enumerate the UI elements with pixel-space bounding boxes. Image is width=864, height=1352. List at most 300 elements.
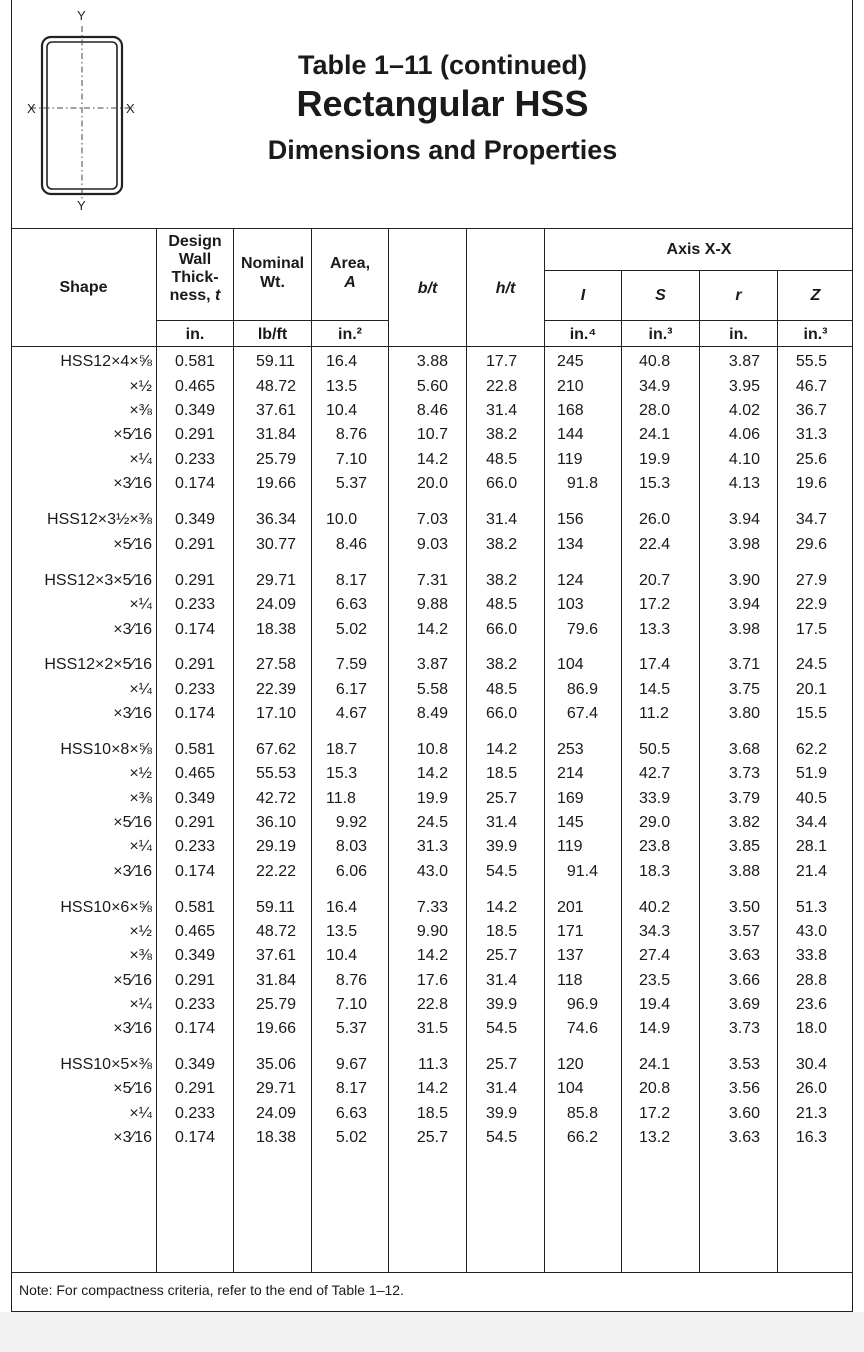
cell-I: 245 [557,353,584,370]
cell-S: 13.2 [639,1129,671,1146]
cell-shape: ×5⁄16 [113,426,152,443]
unit-t: in. [185,326,205,343]
cell-t: 0.291 [175,814,216,831]
table-top-border [11,228,853,229]
cell-A: 9.92 [335,814,367,831]
table-note: Note: For compactness criteria, refer to the end of Table 1–12. [19,1282,404,1298]
cell-wt: 19.66 [256,475,297,492]
cell-r: 3.75 [728,681,760,698]
cell-ht: 66.0 [486,705,518,722]
cell-ht: 31.4 [486,1080,518,1097]
cell-bt: 9.88 [416,596,448,613]
unit-Z: in.³ [803,326,828,343]
cell-Z: 22.9 [795,596,827,613]
cell-I: 86.9 [566,681,598,698]
cell-wt: 55.53 [256,765,297,782]
col-header-ht: h/t [495,280,516,297]
cell-I: 104 [557,1080,584,1097]
cell-Z: 62.2 [795,741,827,758]
cell-A: 5.02 [335,621,367,638]
cell-wt: 35.06 [256,1056,297,1073]
cell-S: 33.9 [639,790,671,807]
col-divider [311,228,312,1272]
cell-bt: 9.90 [416,923,448,940]
cell-S: 20.8 [639,1080,671,1097]
cell-Z: 19.6 [795,475,827,492]
cell-S: 34.9 [639,378,671,395]
cell-bt: 14.2 [416,765,448,782]
cell-r: 3.85 [728,838,760,855]
cell-S: 11.2 [639,705,669,722]
cell-Z: 16.3 [795,1129,827,1146]
cell-wt: 48.72 [256,923,297,940]
cell-bt: 7.33 [416,899,448,916]
cell-wt: 24.09 [256,596,297,613]
col-divider [699,271,700,1272]
col-header-area: Area, A [329,255,371,291]
cell-A: 6.06 [335,863,367,880]
cell-S: 29.0 [639,814,671,831]
cell-wt: 36.34 [256,511,297,528]
cell-ht: 31.4 [486,402,518,419]
cell-I: 156 [557,511,584,528]
cell-ht: 25.7 [486,790,518,807]
cell-S: 28.0 [639,402,671,419]
cell-A: 8.17 [335,572,367,589]
units-divider [156,320,388,321]
cell-wt: 31.84 [256,972,297,989]
cell-t: 0.291 [175,972,216,989]
cell-A: 16.4 [326,899,358,916]
cell-A: 10.4 [326,402,358,419]
cell-t: 0.349 [175,790,216,807]
table-subtitle: Dimensions and Properties [267,135,618,165]
cell-A: 13.5 [326,923,358,940]
cell-Z: 15.5 [795,705,827,722]
unit-r: in. [729,326,748,343]
cell-Z: 27.9 [795,572,827,589]
cell-S: 42.7 [639,765,671,782]
cell-r: 3.53 [728,1056,760,1073]
cell-ht: 38.2 [486,426,518,443]
cell-bt: 7.31 [416,572,448,589]
cell-t: 0.233 [175,1105,216,1122]
cell-wt: 29.71 [256,1080,297,1097]
cell-ht: 25.7 [486,947,518,964]
cell-ht: 17.7 [486,353,518,370]
cell-wt: 31.84 [256,426,297,443]
cell-ht: 39.9 [486,1105,518,1122]
cell-bt: 19.9 [416,790,448,807]
cell-r: 3.98 [728,621,760,638]
cell-S: 17.2 [639,1105,671,1122]
cell-r: 3.73 [728,765,760,782]
cell-wt: 18.38 [256,1129,297,1146]
cell-t: 0.291 [175,1080,216,1097]
cell-t: 0.349 [175,511,216,528]
cell-I: 169 [557,790,584,807]
cell-t: 0.465 [175,923,216,940]
cell-ht: 38.2 [486,656,518,673]
x-axis-right-label: X [126,101,135,116]
table-title: Rectangular HSS [296,83,589,124]
cell-t: 0.291 [175,656,216,673]
cell-A: 8.17 [335,1080,367,1097]
cell-S: 19.4 [639,996,671,1013]
cell-wt: 24.09 [256,1105,297,1122]
cell-Z: 51.3 [795,899,827,916]
cell-Z: 31.3 [795,426,827,443]
col-divider [156,228,157,1272]
cell-Z: 33.8 [795,947,827,964]
cell-I: 66.2 [566,1129,598,1146]
cell-A: 15.3 [326,765,358,782]
cell-t: 0.291 [175,572,216,589]
col-header-r: r [735,287,742,304]
cell-ht: 38.2 [486,572,518,589]
cell-Z: 34.7 [795,511,827,528]
cell-bt: 8.49 [416,705,448,722]
cell-S: 17.4 [639,656,671,673]
table-title-block [210,48,675,168]
col-divider [388,228,389,1272]
axis-group-divider [544,270,853,271]
cell-r: 3.73 [728,1020,760,1037]
cell-ht: 14.2 [486,899,518,916]
cell-r: 3.87 [728,353,760,370]
cell-Z: 26.0 [795,1080,827,1097]
col-header-shape: Shape [59,279,108,296]
col-divider [233,228,234,1272]
cell-wt: 25.79 [256,996,297,1013]
cell-t: 0.174 [175,475,216,492]
cell-bt: 14.2 [416,621,448,638]
cell-A: 5.37 [335,475,367,492]
cell-shape: HSS12×4×⅝ [60,353,152,370]
cell-S: 27.4 [639,947,671,964]
cell-I: 201 [557,899,584,916]
cell-r: 4.06 [728,426,760,443]
cell-t: 0.581 [175,899,216,916]
cell-S: 50.5 [639,741,671,758]
cell-shape: ×3⁄16 [113,621,152,638]
cell-shape: ×⅜ [129,947,152,964]
cell-wt: 22.39 [256,681,297,698]
cell-r: 3.98 [728,536,760,553]
cell-t: 0.465 [175,378,216,395]
cell-I: 137 [557,947,584,964]
cell-t: 0.174 [175,1129,216,1146]
cell-bt: 17.6 [416,972,448,989]
cell-S: 26.0 [639,511,671,528]
cell-ht: 25.7 [486,1056,518,1073]
cell-bt: 5.60 [416,378,448,395]
y-axis-top-label: Y [77,8,86,23]
cell-shape: ×¼ [129,1105,152,1122]
cell-S: 23.8 [639,838,671,855]
cell-r: 3.90 [728,572,760,589]
cell-t: 0.291 [175,536,216,553]
rectangular-hss-icon [22,8,142,213]
cell-t: 0.233 [175,596,216,613]
cell-S: 14.9 [639,1020,671,1037]
cell-S: 40.8 [639,353,671,370]
col-header-S: S [655,287,666,304]
cell-shape: HSS10×5×⅜ [60,1056,152,1073]
cell-shape: ×¼ [129,681,152,698]
cell-I: 134 [557,536,584,553]
cell-I: 91.4 [566,863,598,880]
cell-bt: 11.3 [418,1056,448,1073]
cell-I: 214 [557,765,584,782]
cell-I: 120 [557,1056,584,1073]
cell-ht: 54.5 [486,863,518,880]
cell-ht: 54.5 [486,1129,518,1146]
cell-ht: 39.9 [486,996,518,1013]
cell-Z: 23.6 [795,996,827,1013]
cell-r: 3.82 [728,814,760,831]
x-axis-left-label: X [27,101,36,116]
cell-shape: ×½ [129,378,152,395]
cell-S: 22.4 [639,536,671,553]
units-divider [544,320,853,321]
cell-I: 118 [557,972,583,989]
cell-I: 79.6 [566,621,598,638]
cell-Z: 30.4 [795,1056,827,1073]
cell-I: 210 [557,378,584,395]
cell-A: 10.0 [326,511,358,528]
col-divider [544,228,545,1272]
cell-shape: HSS12×3×5⁄16 [44,572,152,589]
cell-S: 34.3 [639,923,671,940]
cell-shape: HSS10×6×⅝ [60,899,152,916]
cell-t: 0.581 [175,741,216,758]
cell-shape: ×5⁄16 [113,1080,152,1097]
cell-A: 16.4 [326,353,358,370]
cell-r: 3.79 [728,790,760,807]
cell-wt: 67.62 [256,741,297,758]
cell-Z: 46.7 [795,378,827,395]
cell-r: 3.63 [728,1129,760,1146]
cell-t: 0.174 [175,863,216,880]
cell-I: 74.6 [566,1020,598,1037]
cell-r: 3.71 [728,656,760,673]
col-group-axis-xx: Axis X-X [666,241,732,258]
cell-I: 104 [557,656,584,673]
col-header-I: I [580,287,586,304]
cell-shape: ×3⁄16 [113,475,152,492]
cell-Z: 36.7 [795,402,827,419]
cell-Z: 55.5 [795,353,827,370]
cell-I: 91.8 [566,475,598,492]
cell-t: 0.233 [175,451,216,468]
cell-r: 3.68 [728,741,760,758]
cell-t: 0.174 [175,705,216,722]
cell-r: 3.66 [728,972,760,989]
cell-t: 0.291 [175,426,216,443]
cell-S: 24.1 [639,1056,671,1073]
cell-ht: 48.5 [486,681,518,698]
cell-shape: ×⅜ [129,790,152,807]
unit-I: in.⁴ [569,326,597,343]
cell-A: 13.5 [326,378,358,395]
table-number: Table 1–11 (continued) [297,50,588,80]
cell-S: 18.3 [639,863,671,880]
cell-A: 8.46 [335,536,367,553]
cell-r: 3.69 [728,996,760,1013]
cell-bt: 24.5 [416,814,448,831]
cell-bt: 18.5 [416,1105,448,1122]
cell-shape: ×3⁄16 [113,1129,152,1146]
cell-A: 8.76 [335,972,367,989]
cell-ht: 31.4 [486,972,518,989]
cell-S: 20.7 [639,572,671,589]
cell-S: 15.3 [639,475,671,492]
cell-t: 0.465 [175,765,216,782]
cell-r: 3.95 [728,378,760,395]
cell-bt: 9.03 [416,536,448,553]
cell-S: 23.5 [639,972,671,989]
cell-ht: 31.4 [486,511,518,528]
cell-A: 10.4 [326,947,358,964]
cell-t: 0.174 [175,1020,216,1037]
cell-r: 4.02 [728,402,760,419]
cell-ht: 48.5 [486,451,518,468]
cell-wt: 22.22 [256,863,297,880]
cell-Z: 21.3 [795,1105,827,1122]
cell-S: 13.3 [639,621,671,638]
cell-t: 0.349 [175,1056,216,1073]
cell-wt: 30.77 [256,536,297,553]
cell-t: 0.174 [175,621,216,638]
y-axis-bottom-label: Y [77,198,86,213]
cell-Z: 40.5 [795,790,827,807]
cell-S: 24.1 [639,426,671,443]
cell-I: 144 [557,426,584,443]
cell-bt: 14.2 [416,451,448,468]
cell-A: 5.02 [335,1129,367,1146]
cell-bt: 31.3 [416,838,448,855]
cell-wt: 27.58 [256,656,297,673]
cell-bt: 20.0 [416,475,448,492]
cell-shape: ×3⁄16 [113,863,152,880]
cell-Z: 28.8 [795,972,827,989]
cell-ht: 66.0 [486,621,518,638]
cell-shape: HSS10×8×⅝ [60,741,152,758]
cell-ht: 22.8 [486,378,518,395]
cell-wt: 18.38 [256,621,297,638]
cell-r: 3.94 [728,596,760,613]
cell-t: 0.349 [175,947,216,964]
cell-ht: 18.5 [486,765,518,782]
cell-wt: 25.79 [256,451,297,468]
cell-shape: ×¼ [129,451,152,468]
cell-bt: 8.46 [416,402,448,419]
cell-A: 6.17 [335,681,367,698]
cell-Z: 24.5 [795,656,827,673]
cell-ht: 48.5 [486,596,518,613]
cell-wt: 36.10 [256,814,297,831]
cell-shape: ×3⁄16 [113,705,152,722]
cell-wt: 37.61 [256,402,297,419]
col-divider [466,228,467,1272]
cell-wt: 48.72 [256,378,297,395]
cell-shape: ×5⁄16 [113,536,152,553]
col-header-nominal-wt: Nominal Wt. [240,255,305,291]
cell-ht: 66.0 [486,475,518,492]
cell-Z: 21.4 [795,863,827,880]
cell-A: 8.03 [335,838,367,855]
cell-r: 3.56 [728,1080,760,1097]
col-divider [777,271,778,1272]
cell-wt: 37.61 [256,947,297,964]
cell-shape: ×¼ [129,596,152,613]
cell-Z: 43.0 [795,923,827,940]
cell-I: 145 [557,814,584,831]
cell-bt: 22.8 [416,996,448,1013]
cell-I: 171 [557,923,584,940]
col-header-design-wall: Design Wall Thick- ness, t [168,233,222,304]
cell-t: 0.349 [175,402,216,419]
cell-I: 124 [557,572,584,589]
cell-wt: 19.66 [256,1020,297,1037]
cell-t: 0.233 [175,681,216,698]
cell-I: 85.8 [566,1105,598,1122]
cell-wt: 59.11 [256,899,295,916]
cell-r: 3.80 [728,705,760,722]
cell-t: 0.581 [175,353,216,370]
cell-t: 0.233 [175,996,216,1013]
cell-Z: 29.6 [795,536,827,553]
cell-bt: 31.5 [416,1020,448,1037]
cell-bt: 14.2 [416,947,448,964]
col-header-Z: Z [810,287,821,304]
cell-ht: 31.4 [486,814,518,831]
cell-Z: 51.9 [795,765,827,782]
cell-A: 18.7 [326,741,358,758]
cell-Z: 20.1 [795,681,827,698]
col-header-bt: b/t [417,280,438,297]
cell-bt: 10.7 [416,426,448,443]
cell-A: 4.67 [335,705,367,722]
cell-A: 5.37 [335,1020,367,1037]
cell-ht: 14.2 [486,741,518,758]
cell-ht: 39.9 [486,838,518,855]
cell-r: 3.63 [728,947,760,964]
cell-A: 9.67 [335,1056,367,1073]
cell-shape: ×⅜ [129,402,152,419]
cell-shape: HSS12×3½×⅜ [47,511,152,528]
cell-shape: ×5⁄16 [113,814,152,831]
header-bottom-border [11,346,853,347]
cell-bt: 10.8 [416,741,448,758]
cell-A: 8.76 [335,426,367,443]
cell-bt: 25.7 [416,1129,448,1146]
cell-bt: 5.58 [416,681,448,698]
cell-Z: 18.0 [795,1020,827,1037]
cell-wt: 42.72 [256,790,297,807]
cell-I: 103 [557,596,584,613]
cell-wt: 17.10 [256,705,297,722]
cell-shape: ×¼ [129,996,152,1013]
cell-A: 7.10 [335,451,367,468]
cell-wt: 29.19 [256,838,297,855]
cell-I: 168 [557,402,584,419]
cell-r: 3.50 [728,899,760,916]
note-top-border [11,1272,853,1273]
unit-wt: lb/ft [257,326,288,343]
cell-shape: ×¼ [129,838,152,855]
